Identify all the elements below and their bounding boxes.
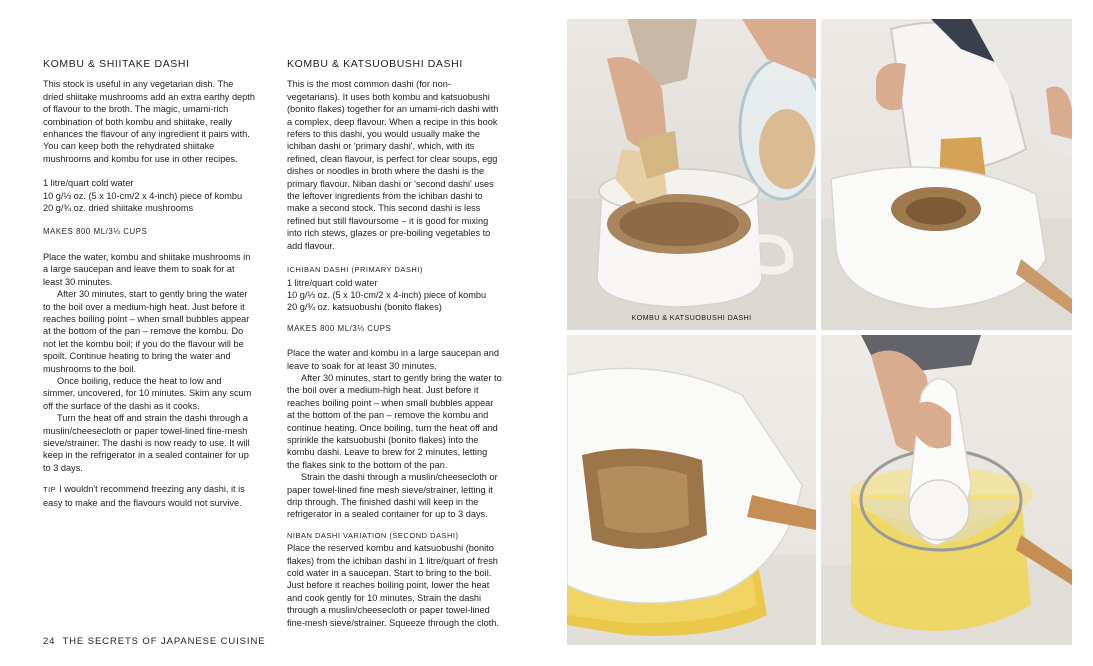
recipe-intro: This is the most common dashi (for non-vegetarians). It uses both kombu and katsuobushi (bonito flakes) together for an umami-rich dashi with a complex, deep flavour. When a recipe in this book refers to this dashi, you would usually make the ichiban dashi or 'primary dashi', which, with its refined, clean flavour, is perfect for clear soups, egg dishes or noodles in broth where the dashi is the primary flavour. Niban dashi or 'second dashi' uses the leftover ingredients from the ichiban dashi to make a second stock. This second dashi is less refined but still flavoursome – it is good for mixing into rich stews, glazes or pre-boiling vegetables to add flavour. (287, 79, 499, 251)
recipe-title: KOMBU & KATSUOBUSHI DASHI (287, 58, 463, 70)
yield-label: MAKES 800 ML/3⅓ CUPS (43, 227, 148, 237)
photo-illustration (821, 335, 1072, 645)
book-title: THE SECRETS OF JAPANESE CUISINE (62, 636, 266, 647)
recipe-kombu-shiitake (43, 58, 255, 509)
recipe-kombu-katsuobushi (287, 58, 502, 629)
tip-paragraph (43, 483, 255, 509)
photo-pouring-dashi (821, 19, 1072, 330)
method-paragraph: Place the water and kombu in a large saucepan and leave to soak for at least 30 minutes. (287, 348, 499, 371)
ingredient-line: 20 g/¾ oz. dried shiitake mushrooms (43, 203, 194, 214)
ingredient-line: 10 g/⅓ oz. (5 x 10-cm/2 x 4-inch) piece of kombu (287, 289, 487, 300)
method-paragraph: Place the water, kombu and shiitake mushrooms in a large saucepan and leave them to soak for at least 30 minutes. (43, 251, 251, 287)
method-paragraph: After 30 minutes, start to gently bring the water to the boil over a medium-high heat. Just before it reaches boiling point – when small bubbles appear at the bottom of the pan – remove the kombu. Do not let the kombu boil; if you do the flavour will be spoilt. Continue heating to bring the water and mushrooms to the boil. (43, 289, 250, 374)
subrecipe-label: ICHIBAN DASHI (PRIMARY DASHI) (287, 265, 423, 275)
method-paragraph: Place the reserved kombu and katsuobushi (bonito flakes) from the ichiban dashi in 1 litre/quart of fresh cold water in a saucepan. Start to bring to the boil. Just before it reaches boiling point, lower the heat and cook gently for 10 minutes. Strain the dashi through a muslin/cheesecloth or paper towel-lined fine-mesh sieve/strainer. Squeeze through the cloth. (287, 543, 499, 628)
yield-label: MAKES 800 ML/3⅓ CUPS (287, 323, 392, 333)
photo-illustration (567, 19, 816, 330)
ingredient-line: 10 g/⅓ oz. (5 x 10-cm/2 x 4-inch) piece of kombu (43, 190, 243, 201)
photo-squeezing-cloth (821, 335, 1072, 645)
subrecipe-label: NIBAN DASHI VARIATION (SECOND DASHI) (287, 530, 459, 540)
ingredient-line: 1 litre/quart cold water (287, 277, 378, 288)
tip-text: I wouldn't recommend freezing any dashi, it is easy to make and the flavours would not survive. (43, 484, 245, 508)
method-paragraph: Once boiling, reduce the heat to low and simmer, uncovered, for 10 minutes. Skim any scum off the surface of the dashi as it cooks. (43, 375, 252, 411)
photo-straining-flakes (567, 335, 816, 645)
method-paragraph: Strain the dashi through a muslin/cheesecloth or paper towel-lined fine mesh sieve/strainer, letting it drip through. The finished dashi will keep in the refrigerator in a sealed container for up to 3 days. (287, 472, 498, 520)
page-number: 24 (43, 636, 56, 647)
method-paragraph: After 30 minutes, start to gently bring the water to the boil over a medium-high heat. Just before it reaches boiling point – when small bubbles appear at the bottom of the pan – remove the kombu and continue heating. Once boiling, turn the heat off and sprinkle the katsuobushi (bonito flakes) into the kombu dashi. Leave to brew for 2 minutes, letting the flakes sink to the bottom of the pan. (287, 372, 502, 470)
page-footer (43, 636, 265, 647)
method-paragraph: Turn the heat off and strain the dashi through a muslin/cheesecloth or paper towel-lined fine-mesh sieve/strainer. The dashi is now ready to use. It will keep in the refrigerator in a sealed container for up to 3 days. (43, 413, 250, 473)
recipe-title: KOMBU & SHIITAKE DASHI (43, 58, 190, 70)
photo-illustration (567, 335, 816, 645)
photo-caption: KOMBU & KATSUOBUSHI DASHI (631, 313, 752, 322)
recipe-intro: This stock is useful in any vegetarian dish. The dried shiitake mushrooms add an extra earthy depth of flavour to the broth. The magic, umami-rich combination of both kombu and shiitake, really enhances the flavour of any ingredient it pairs with. You can keep both the rehydrated shiitake mushrooms and kombu for use in other recipes. (43, 79, 255, 164)
tip-label: TIP (43, 485, 57, 495)
photo-illustration (821, 19, 1072, 330)
ingredient-line: 20 g/¾ oz. katsuobushi (bonito flakes) (287, 302, 442, 313)
photo-adding-katsuobushi (567, 19, 816, 330)
ingredient-line: 1 litre/quart cold water (43, 178, 134, 189)
